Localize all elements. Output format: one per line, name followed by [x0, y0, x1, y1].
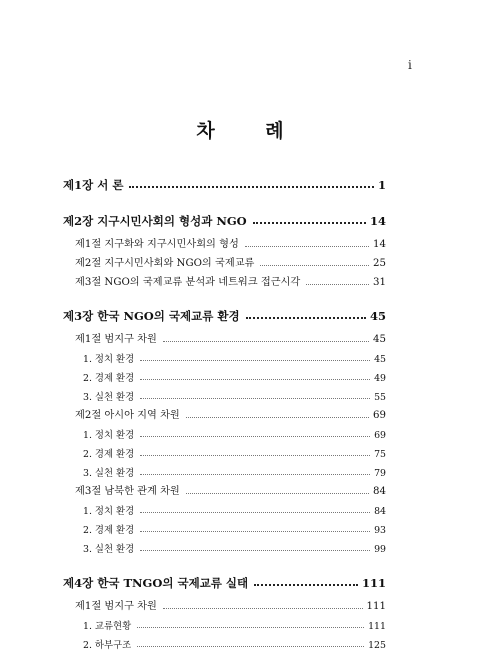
dot-leader	[245, 246, 369, 247]
toc-entry-label: 제1절 지구화와 지구시민사회의 형성	[75, 238, 239, 250]
dot-leader	[140, 531, 370, 532]
toc-entry-page: 111	[361, 575, 386, 589]
toc-entry-label: 2. 경제 환경	[83, 372, 135, 383]
toc-entry-page: 99	[374, 543, 386, 554]
toc-entry-page: 1	[377, 177, 386, 191]
toc-entry-page: 45	[374, 353, 386, 364]
toc-chapter-1[interactable]	[63, 173, 386, 191]
toc-entry-page: 55	[374, 391, 386, 402]
toc-section[interactable]	[63, 232, 386, 250]
toc-section[interactable]	[63, 251, 386, 269]
toc-entry-label: 1. 정치 환경	[83, 505, 135, 516]
toc-entry-page: 79	[374, 467, 386, 478]
dot-leader	[140, 512, 370, 513]
dot-leader	[163, 608, 363, 609]
dot-leader	[137, 646, 364, 647]
toc-section[interactable]	[63, 594, 386, 612]
toc-entry-label: 2. 경제 환경	[83, 524, 135, 535]
toc-entry-page: 69	[373, 409, 386, 421]
toc-entry-label: 1. 정치 환경	[83, 353, 135, 364]
toc-subsection[interactable]	[63, 460, 386, 478]
dot-leader	[137, 627, 364, 628]
page-number: i	[408, 58, 412, 72]
toc-section[interactable]	[63, 403, 386, 421]
toc-entry-page: 84	[373, 485, 386, 497]
toc-entry-label: 제3장 한국 NGO의 국제교류 환경	[63, 308, 240, 322]
dot-leader	[140, 379, 370, 380]
toc-subsection[interactable]	[63, 384, 386, 402]
toc-entry-page: 49	[374, 372, 386, 383]
toc-subsection[interactable]	[63, 498, 386, 516]
toc-entry-label: 2. 하부구조	[83, 639, 132, 650]
toc-subsection[interactable]	[63, 441, 386, 459]
toc-entry-label: 제2장 지구시민사회의 형성과 NGO	[63, 213, 247, 227]
toc-subsection[interactable]	[63, 613, 386, 631]
toc-chapter-2[interactable]	[63, 209, 386, 227]
toc-subsection[interactable]	[63, 365, 386, 383]
toc-entry-page: 14	[369, 213, 386, 227]
toc-entry-page: 31	[373, 276, 386, 288]
dot-leader	[140, 398, 370, 399]
toc-chapter-3[interactable]	[63, 304, 386, 322]
dot-leader	[140, 455, 370, 456]
dot-leader	[253, 222, 366, 224]
dot-leader	[254, 584, 358, 586]
dot-leader	[140, 550, 370, 551]
toc-subsection[interactable]	[63, 536, 386, 554]
toc-entry-label: 제2절 아시아 지역 차원	[75, 409, 180, 421]
toc-entry-label: 1. 교류현황	[83, 620, 132, 631]
toc-title: 차 례	[196, 120, 306, 142]
toc-entry-label: 2. 경제 환경	[83, 448, 135, 459]
toc-chapter-4[interactable]	[63, 571, 386, 589]
toc-entry-label: 제2절 지구시민사회와 NGO의 국제교류	[75, 257, 255, 269]
dot-leader	[140, 360, 370, 361]
toc-subsection[interactable]	[63, 517, 386, 535]
toc-subsection[interactable]	[63, 346, 386, 364]
toc-section[interactable]	[63, 270, 386, 288]
toc-section[interactable]	[63, 327, 386, 345]
toc-entry-label: 제1절 범지구 차원	[75, 333, 157, 345]
toc-entry-page: 45	[373, 333, 386, 345]
toc-entry-page: 25	[373, 257, 386, 269]
dot-leader	[260, 265, 369, 266]
toc-entry-label: 제1절 범지구 차원	[75, 600, 157, 612]
toc-entry-label: 제3절 남북한 관계 차원	[75, 485, 180, 497]
toc-list	[63, 0, 386, 657]
toc-entry-page: 111	[366, 600, 386, 612]
toc-section[interactable]	[63, 479, 386, 497]
toc-entry-page: 69	[374, 429, 386, 440]
toc-entry-label: 제4장 한국 TNGO의 국제교류 실태	[63, 575, 249, 589]
toc-entry-page: 45	[369, 308, 386, 322]
toc-subsection[interactable]	[63, 632, 386, 650]
dot-leader	[306, 284, 369, 285]
toc-entry-page: 111	[368, 620, 386, 631]
toc-entry-label: 1. 정치 환경	[83, 429, 135, 440]
toc-entry-label: 제1장 서 론	[63, 177, 124, 191]
toc-entry-page: 93	[374, 524, 386, 535]
dot-leader	[140, 474, 370, 475]
toc-entry-label: 제3절 NGO의 국제교류 분석과 네트워크 접근시각	[75, 276, 301, 288]
toc-subsection[interactable]	[63, 422, 386, 440]
toc-entry-page: 75	[374, 448, 386, 459]
toc-entry-page: 125	[368, 639, 386, 650]
toc-entry-page: 14	[373, 238, 386, 250]
dot-leader	[163, 341, 369, 342]
toc-entry-label: 3. 실천 환경	[83, 543, 135, 554]
toc-entry-label: 3. 실천 환경	[83, 467, 135, 478]
dot-leader	[129, 186, 374, 188]
toc-entry-page: 84	[374, 505, 386, 516]
dot-leader	[140, 436, 370, 437]
dot-leader	[246, 317, 366, 319]
dot-leader	[186, 493, 369, 494]
toc-entry-label: 3. 실천 환경	[83, 391, 135, 402]
dot-leader	[186, 417, 369, 418]
